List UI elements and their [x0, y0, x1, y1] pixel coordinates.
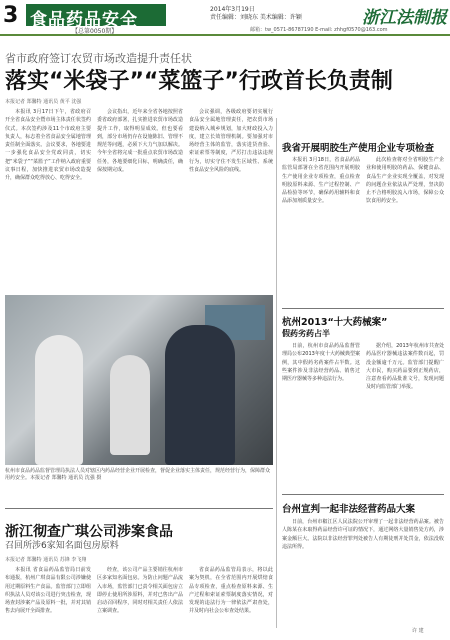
sidebar-rule-2: [282, 494, 444, 495]
story2-column-2: [97, 566, 183, 636]
story2-subhead: 召回所涉6家知名面包房原料: [5, 541, 119, 551]
sidebar-body-2a: [282, 342, 360, 480]
section-divider: [5, 508, 273, 509]
lead-column-1: [5, 108, 91, 290]
sidebar-title-2b: 假药劣药占半: [282, 329, 330, 338]
sidebar-body-1a: [282, 156, 360, 306]
masthead: [0, 0, 450, 36]
lead-col3-text: 会议强调，各级政府要切实履行食品安全属地管理责任，把农贸市场建设纳入城乡规划，加大财政投入力度，建立长效管理机制。要加强对市场经营主体的监管，落实进货查验、索证索票等制度，严厉打击违法违规行为，切实守住不发生区域性、系统性食品安全风险的底线。: [189, 109, 273, 174]
sidebar-body-3: [282, 518, 444, 624]
publication-date: [210, 6, 330, 22]
lead-column-2: [97, 108, 183, 290]
section-title: 食品药品安全: [26, 4, 166, 26]
sidebar-body-1b: [366, 156, 444, 306]
lead-col1-text: 本报讯 3月17日下午，省政府召开全省食品安全暨市场主体责任状签约仪式。本次签约涉及11个市政府主要负责人，标志着全省食品安全属地管理责任制全面落实。会议要求，各地要进一步强化食品安全党政同责，切实把“米袋子”“菜篮子”工作纳入政府重要议事日程，加快推进农贸市场改造提升，确保群众吃得放心、吃得安全。: [5, 109, 91, 182]
contact-line: 邮箱：tw_0571-86787190 E-mail: zhhgf0570@163.com: [250, 27, 388, 33]
footer-signature: 许 建: [412, 628, 424, 634]
sidebar-body-2a-text: 日前，杭州市食品药品监督管理局公布2013年度十大药械典型案例，其中假药劣药案件占半数。这些案件涉及非法经营药品、销售过期医疗器械等多种违法行为。: [282, 343, 360, 383]
story2-headline: 浙江彻查广琪公司涉案食品: [5, 524, 173, 540]
story2-col3-text: 省食品药品监管局表示，将以此案为契机，在全省范围内开展烘焙食品专项检查，重点检查原料来源、生产过程和索证索票制度落实情况，对发现的违法行为一律依法严肃查处，并及时向社会公布查处结果。: [189, 567, 273, 615]
sidebar-title-3: 台州宣判一起非法经营药品大案: [282, 504, 416, 515]
photo-caption: 杭州市食品药品监督管理局执法人员对辖区内药品经营企业开展检查，督促企业落实主体责任，规范经营行为，保障群众用药安全。本报记者 郑馨特 通讯员 沈强 摄: [5, 468, 271, 481]
sidebar-body-3-text: 日前，台州市椒江区人民法院公开审理了一起非法经营药品案。被告人陈某在未取得药品经营许可证的情况下，通过网络大量销售处方药，涉案金额巨大。法院以非法经营罪判处被告人有期徒刑并处罚金，依法没收违法所得。: [282, 519, 444, 550]
sidebar-body-2b-text: 据介绍，2013年杭州市共查处药品医疗器械违法案件数百起，罚没金额逾千万元。监管部门提醒广大市民，购买药品要到正规药店，注意查看药品批准文号，发现问题及时向监管部门举报。: [366, 343, 444, 391]
lead-kicker: 省市政府签订农贸市场改造提升责任状: [5, 52, 192, 65]
story2-column-3: [189, 566, 273, 636]
date-sub-line: 责任编辑：刘晓东 美术编辑：许颖: [210, 14, 302, 21]
lead-byline: 本报记者 郑馨特 通讯员 黄平 沈强: [5, 99, 82, 105]
newspaper-logo: 浙江法制报: [362, 8, 447, 28]
lead-headline: 落实“米袋子”“菜篮子”行政首长负责制: [5, 69, 393, 94]
story2-byline: 本报记者 郑馨特 通讯员 苏锋 李飞翔: [5, 557, 87, 563]
story2-col1-text: 本报讯 省食品药品监管局日前发布通报，杭州广琪食品有限公司涉嫌使用过期原料生产食品。监管部门立即组织执法人员对该公司进行突击检查，现场查封涉案产品及原料一批，并对其销售去向展开全面排查。: [5, 567, 91, 615]
sidebar-body-1a-text: 本报讯 3月18日，省食品药品监管局部署在全省范围内开展明胶生产使用企业专项检查，重点检查明胶原料来源、生产过程控制、产品检验等环节，确保药用辅料和食品添加剂质量安全。: [282, 157, 360, 205]
photo-person-center: [110, 355, 150, 455]
sidebar-divider: [276, 118, 277, 628]
date-line: 2014年3月19日: [210, 6, 255, 13]
sidebar-title-2: 杭州2013“十大药械案”: [282, 317, 388, 328]
story2-column-1: [5, 566, 91, 636]
sidebar-body-2b: [366, 342, 444, 480]
photo-person-right: [165, 325, 235, 465]
sidebar-body-1b-text: 此次检查将对全省明胶生产企业和使用明胶的药品、保健食品、食品生产企业实现全覆盖，对发现的问题企业依法从严处理，坚决防止不合格明胶流入市场，保障公众饮食用药安全。: [366, 157, 444, 205]
sidebar-rule-1: [282, 308, 444, 309]
section-editor: 【总第0050期】: [72, 28, 118, 35]
lead-column-3: [189, 108, 273, 290]
lead-col2-text: 会议指出，近年来全省各地按照省委省政府部署，扎实推进农贸市场改造提升工作，取得明显成效。但也要看到，部分市场仍存在设施陈旧、管理不规范等问题，必须下大力气加以解决。今年全省将完成一批重点农贸市场改造任务，各地要细化目标，明确责任，确保按期完成。: [97, 109, 183, 174]
page-number: 3: [3, 3, 19, 28]
story2-col2-text: 经查，该公司产品主要销往杭州市区多家知名面包房。为防止问题产品流入市场，监管部门已责令相关面包房立即停止使用所涉原料，并对已售出产品启动召回程序，同时对相关责任人依法立案调查。: [97, 567, 183, 615]
photo-person-left: [35, 335, 83, 465]
sidebar-title-1: 我省开展明胶生产使用企业专项检查: [282, 143, 435, 154]
news-photo: [5, 295, 273, 465]
